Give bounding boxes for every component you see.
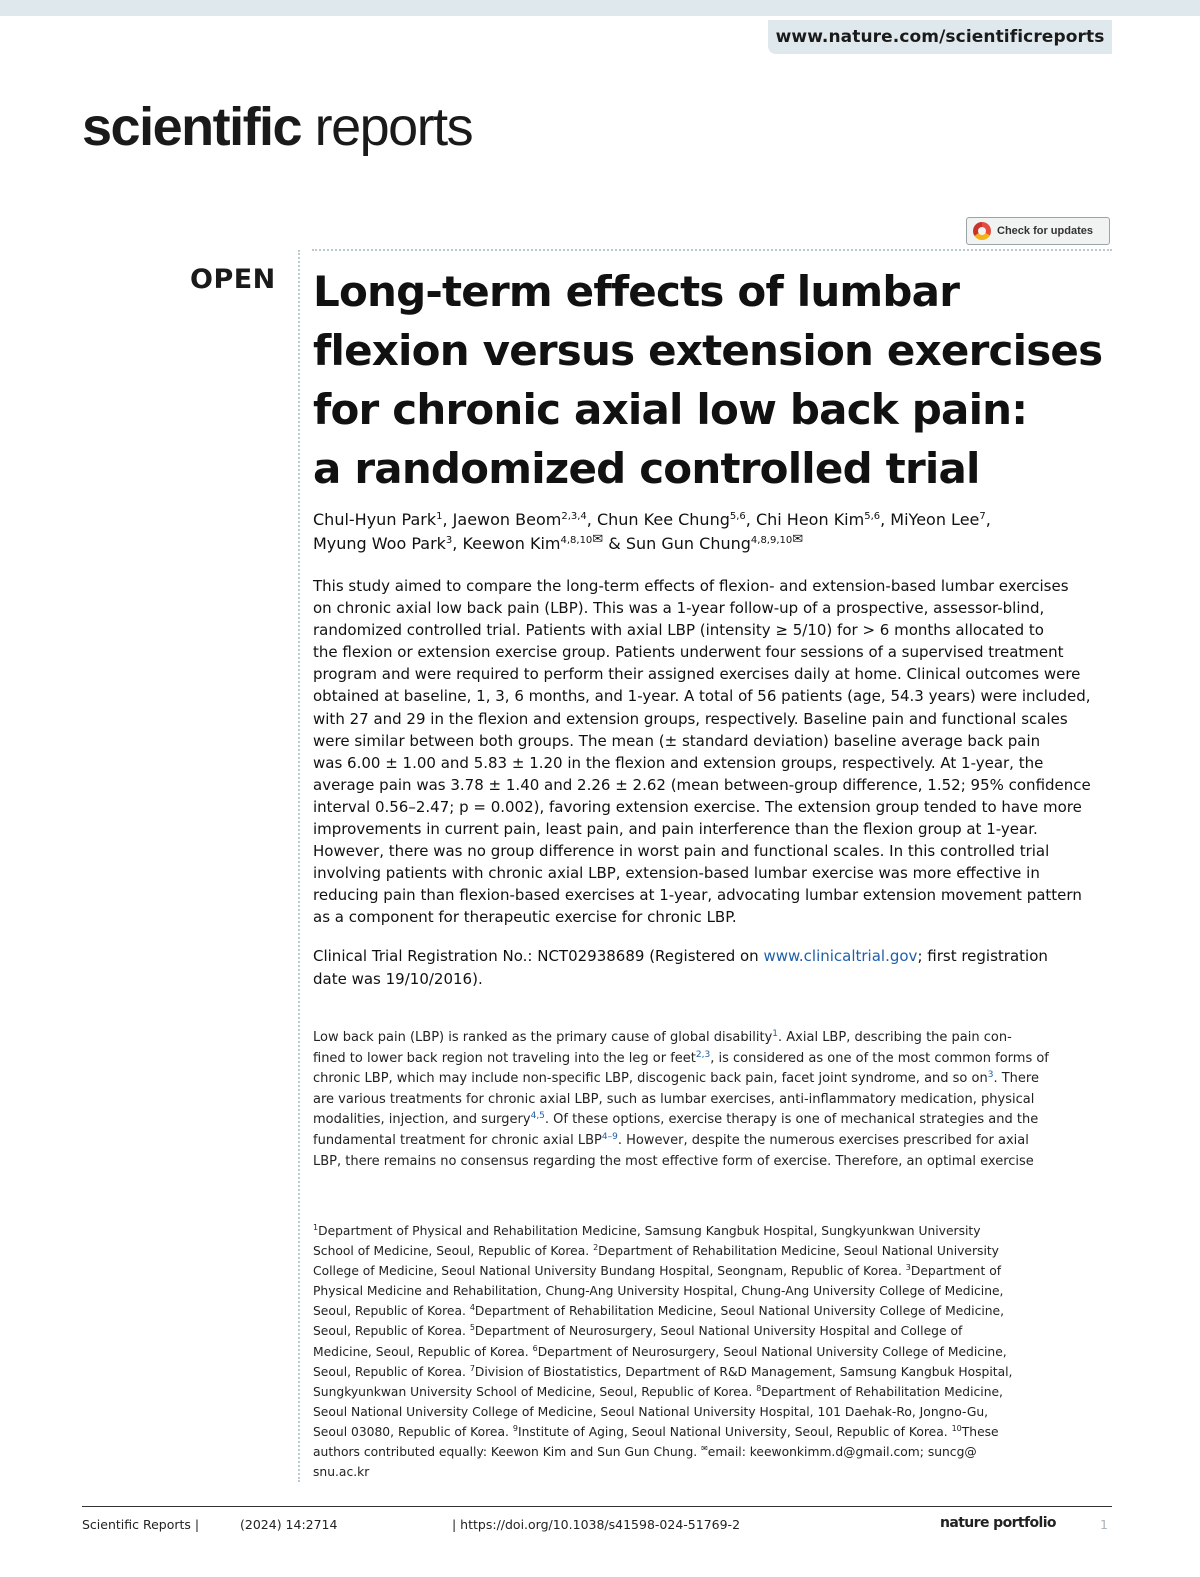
affiliation-text: Seoul, Republic of Korea. bbox=[313, 1304, 470, 1319]
abstract-line: However, there was no group difference in worst pain and functional scales. In this controlled trial bbox=[313, 842, 1050, 861]
body-text-run: chronic LBP, which may include non-specific LBP, discogenic back pain, facet joint syndrome, and so on bbox=[313, 1071, 988, 1087]
abstract-line: were similar between both groups. The mean (± standard deviation) baseline average back pain bbox=[313, 731, 1041, 750]
title-line: for chronic axial low back pain: bbox=[313, 385, 1028, 434]
abstract-line: improvements in current pain, least pain, and pain interference than the flexion group at 1-year. bbox=[313, 820, 1038, 839]
body-text-run: fined to lower back region not traveling into the leg or feet bbox=[313, 1050, 696, 1066]
affiliation-number: 1 bbox=[313, 1223, 319, 1232]
affiliation-ref: 3 bbox=[445, 535, 453, 546]
affiliation-text: Medicine, Seoul, Republic of Korea. bbox=[313, 1344, 533, 1359]
title-line: a randomized controlled trial bbox=[313, 444, 980, 493]
email-icon[interactable]: ✉ bbox=[592, 532, 604, 547]
citation-link[interactable]: 3 bbox=[987, 1070, 994, 1081]
affiliation-text: authors contributed equally: Keewon Kim and Sun Gun Chung. bbox=[313, 1445, 702, 1460]
affiliation-number: 7 bbox=[469, 1363, 475, 1373]
crossmark-icon bbox=[973, 222, 991, 240]
affiliation-text: Institute of Aging, Seoul National University, Seoul, Republic of Korea. bbox=[517, 1424, 952, 1439]
abstract bbox=[313, 575, 1113, 929]
registration-text: ; first registration bbox=[917, 947, 1048, 965]
affiliation-ref: 7 bbox=[979, 511, 986, 522]
footer-rule bbox=[82, 1506, 1112, 1507]
check-for-updates-button[interactable] bbox=[966, 217, 1110, 245]
abstract-line: program and were required to perform their assigned exercises daily at home. Clinical outcomes were bbox=[313, 665, 1081, 684]
author-name[interactable]: Sun Gun Chung bbox=[625, 534, 751, 553]
citation-link[interactable]: 1 bbox=[772, 1029, 779, 1039]
affiliation-text: Seoul National University College of Medicine, Seoul National University Hospital, 101 Daehak-Ro, Jongno-Gu, bbox=[313, 1404, 989, 1419]
abstract-line: on chronic axial low back pain (LBP). This was a 1-year follow-up of a prospective, assessor-blind, bbox=[313, 599, 1045, 618]
affiliation-ref: 1 bbox=[436, 511, 443, 522]
affiliation-text: College of Medicine, Seoul National University Bundang Hospital, Seongnam, Republic of Korea. bbox=[313, 1264, 906, 1279]
affiliation-text: Department of Neurosurgery, Seoul National University Hospital and College of bbox=[474, 1324, 963, 1339]
author-name[interactable]: Myung Woo Park bbox=[313, 534, 446, 553]
author-name[interactable]: Chi Heon Kim bbox=[755, 510, 865, 529]
correspondence-email[interactable]: email: keewonkimm.d@gmail.com; suncg@ bbox=[707, 1445, 977, 1460]
body-text-run: . However, despite the numerous exercises prescribed for axial bbox=[617, 1132, 1029, 1148]
author-name[interactable]: Chul-Hyun Park bbox=[313, 510, 437, 529]
affiliation-text: Department of Rehabilitation Medicine, Seoul National University College of Medicine, bbox=[474, 1304, 1005, 1319]
abstract-line: the flexion or extension exercise group. Patients underwent four sessions of a supervised treatment bbox=[313, 643, 1064, 662]
affiliation-number: 10 bbox=[951, 1423, 962, 1433]
logo-bold: scientific bbox=[82, 97, 302, 157]
affiliation-text: Sungkyunkwan University School of Medicine, Seoul, Republic of Korea. bbox=[313, 1384, 757, 1399]
divider-vertical bbox=[298, 250, 300, 1482]
top-banner bbox=[0, 0, 1200, 16]
footer-doi-link[interactable]: | https://doi.org/10.1038/s41598-024-51769-2 bbox=[452, 1517, 741, 1532]
affiliation-text: These bbox=[961, 1424, 999, 1439]
affiliation-text: Department of Neurosurgery, Seoul National University College of Medicine, bbox=[537, 1344, 1007, 1359]
affiliation-number: 4 bbox=[469, 1303, 475, 1313]
affiliation-number: 9 bbox=[512, 1423, 518, 1433]
author-list: Chul-Hyun Park$^1$, Jaewon Beom$^{2,3,4}$, Chun Kee Chung$^{5,6}$, Chi Heon Kim$^{5,6}$, MiYeon Lee$^7$, Myung Woo Park$^3$, Keewon Kim$^{4,8,10✉}$ & Sun Gun Chung$^{4,8,9,10✉}$ bbox=[313, 510, 991, 553]
divider-horizontal bbox=[312, 249, 1112, 251]
affiliation-number: 3 bbox=[905, 1263, 911, 1273]
affiliation-text: Physical Medicine and Rehabilitation, Chung-Ang University Hospital, Chung-Ang University College of Medicine, bbox=[313, 1284, 1004, 1299]
trial-registration bbox=[313, 945, 1113, 991]
affiliation-ref: 5,6 bbox=[864, 511, 881, 522]
title-line: flexion versus extension exercises bbox=[313, 326, 1103, 375]
registration-text: date was 19/10/2016). bbox=[313, 970, 483, 988]
affiliation-ref: 2,3,4 bbox=[561, 511, 587, 522]
abstract-line: randomized controlled trial. Patients with axial LBP (intensity ≥ 5/10) for > 6 months allocated to bbox=[313, 621, 1044, 640]
abstract-line: obtained at baseline, 1, 3, 6 months, and 1-year. A total of 56 patients (age, 54.3 years) were included, bbox=[313, 687, 1091, 706]
citation-link[interactable]: 2,3 bbox=[695, 1049, 711, 1060]
body-text-run: modalities, injection, and surgery bbox=[313, 1112, 531, 1128]
check-updates-label: Check for updates bbox=[997, 225, 1093, 237]
affiliation-number: 5 bbox=[469, 1323, 475, 1333]
affiliations bbox=[313, 1221, 1113, 1482]
body-text-run: . Of these options, exercise therapy is one of mechanical strategies and the bbox=[544, 1112, 1039, 1128]
affiliation-number: 8 bbox=[756, 1383, 762, 1393]
body-text-run: . There bbox=[993, 1071, 1039, 1087]
open-access-label: OPEN bbox=[190, 264, 276, 295]
journal-url[interactable]: www.nature.com/scientificreports bbox=[768, 20, 1112, 54]
correspondence-email[interactable]: snu.ac.kr bbox=[313, 1465, 370, 1480]
author-name[interactable]: MiYeon Lee bbox=[890, 510, 980, 529]
affiliation-text: Department of Physical and Rehabilitation Medicine, Samsung Kangbuk Hospital, Sungkyunkwan University bbox=[318, 1224, 981, 1238]
abstract-line: was 6.00 ± 1.00 and 5.83 ± 1.20 in the flexion and extension groups, respectively. At 1-year, the bbox=[313, 753, 1044, 772]
abstract-line: average pain was 3.78 ± 1.40 and 2.26 ± 2.62 (mean between-group difference, 1.52; 95% confidence bbox=[313, 775, 1091, 794]
affiliation-text: Department of Rehabilitation Medicine, bbox=[761, 1384, 1003, 1399]
affiliation-number: 6 bbox=[532, 1343, 538, 1353]
journal-logo bbox=[82, 97, 473, 157]
affiliation-text: Seoul 03080, Republic of Korea. bbox=[313, 1424, 513, 1439]
abstract-line: This study aimed to compare the long-term effects of flexion- and extension-based lumbar exercises bbox=[313, 577, 1069, 595]
abstract-line: as a component for therapeutic exercise for chronic LBP. bbox=[313, 908, 737, 927]
body-text-run: are various treatments for chronic axial LBP, such as lumbar exercises, anti-inflammatory medication, physical bbox=[313, 1091, 1035, 1107]
page-number: 1 bbox=[1100, 1517, 1108, 1532]
email-icon: ✉ bbox=[701, 1444, 708, 1454]
article-title bbox=[313, 262, 1113, 498]
author-name[interactable]: Keewon Kim bbox=[462, 534, 561, 553]
body-text-run: LBP, there remains no consensus regarding the most effective form of exercise. Therefore, an optimal exercise bbox=[313, 1153, 1034, 1169]
citation-link[interactable]: 4–9 bbox=[601, 1131, 618, 1142]
affiliation-ref: 4,8,9,10 bbox=[750, 535, 793, 546]
affiliation-text: Department of Rehabilitation Medicine, Seoul National University bbox=[598, 1244, 999, 1259]
body-text-run: , is considered as one of the most common forms of bbox=[710, 1050, 1049, 1066]
author-name[interactable]: Jaewon Beom bbox=[452, 510, 562, 529]
affiliation-ref: 4,8,10 bbox=[560, 535, 593, 546]
body-text bbox=[313, 1028, 1113, 1172]
affiliation-number: 2 bbox=[593, 1243, 599, 1253]
abstract-line: interval 0.56–2.47; p = 0.002), favoring extension exercise. The extension group tended to have more bbox=[313, 797, 1082, 816]
affiliation-ref: 5,6 bbox=[729, 511, 746, 522]
body-text-run: . Axial LBP, describing the pain con- bbox=[778, 1030, 1012, 1045]
affiliation-text: Seoul, Republic of Korea. bbox=[313, 1364, 470, 1379]
abstract-line: reducing pain than flexion-based exercises at 1-year, advocating lumbar extension movement pattern bbox=[313, 886, 1082, 905]
author-name[interactable]: Chun Kee Chung bbox=[596, 510, 730, 529]
email-icon[interactable]: ✉ bbox=[792, 532, 804, 547]
affiliation-text: School of Medicine, Seoul, Republic of Korea. bbox=[313, 1244, 594, 1259]
affiliation-text: Seoul, Republic of Korea. bbox=[313, 1324, 470, 1339]
abstract-line: involving patients with chronic axial LBP, extension-based lumbar exercise was more effective in bbox=[313, 864, 1040, 883]
logo-regular: reports bbox=[314, 97, 473, 157]
title-line: Long-term effects of lumbar bbox=[313, 267, 960, 316]
footer-volume: (2024) 14:2714 bbox=[240, 1517, 338, 1532]
affiliation-text: Department of bbox=[910, 1264, 1002, 1279]
body-text-run: fundamental treatment for chronic axial LBP bbox=[313, 1132, 602, 1148]
citation-link[interactable]: 4,5 bbox=[530, 1111, 545, 1122]
affiliation-text: Division of Biostatistics, Department of R&D Management, Samsung Kangbuk Hospital, bbox=[474, 1364, 1013, 1379]
registration-text: Clinical Trial Registration No.: NCT02938689 (Registered on bbox=[313, 947, 764, 965]
nature-portfolio-logo: nature portfolio bbox=[940, 1515, 1056, 1531]
footer-journal: Scientific Reports | bbox=[82, 1517, 200, 1532]
clinicaltrial-link[interactable]: www.clinicaltrial.gov bbox=[763, 947, 918, 965]
body-text-run: Low back pain (LBP) is ranked as the primary cause of global disability bbox=[313, 1030, 773, 1045]
abstract-line: with 27 and 29 in the flexion and extension groups, respectively. Baseline pain and functional scales bbox=[313, 709, 1068, 728]
